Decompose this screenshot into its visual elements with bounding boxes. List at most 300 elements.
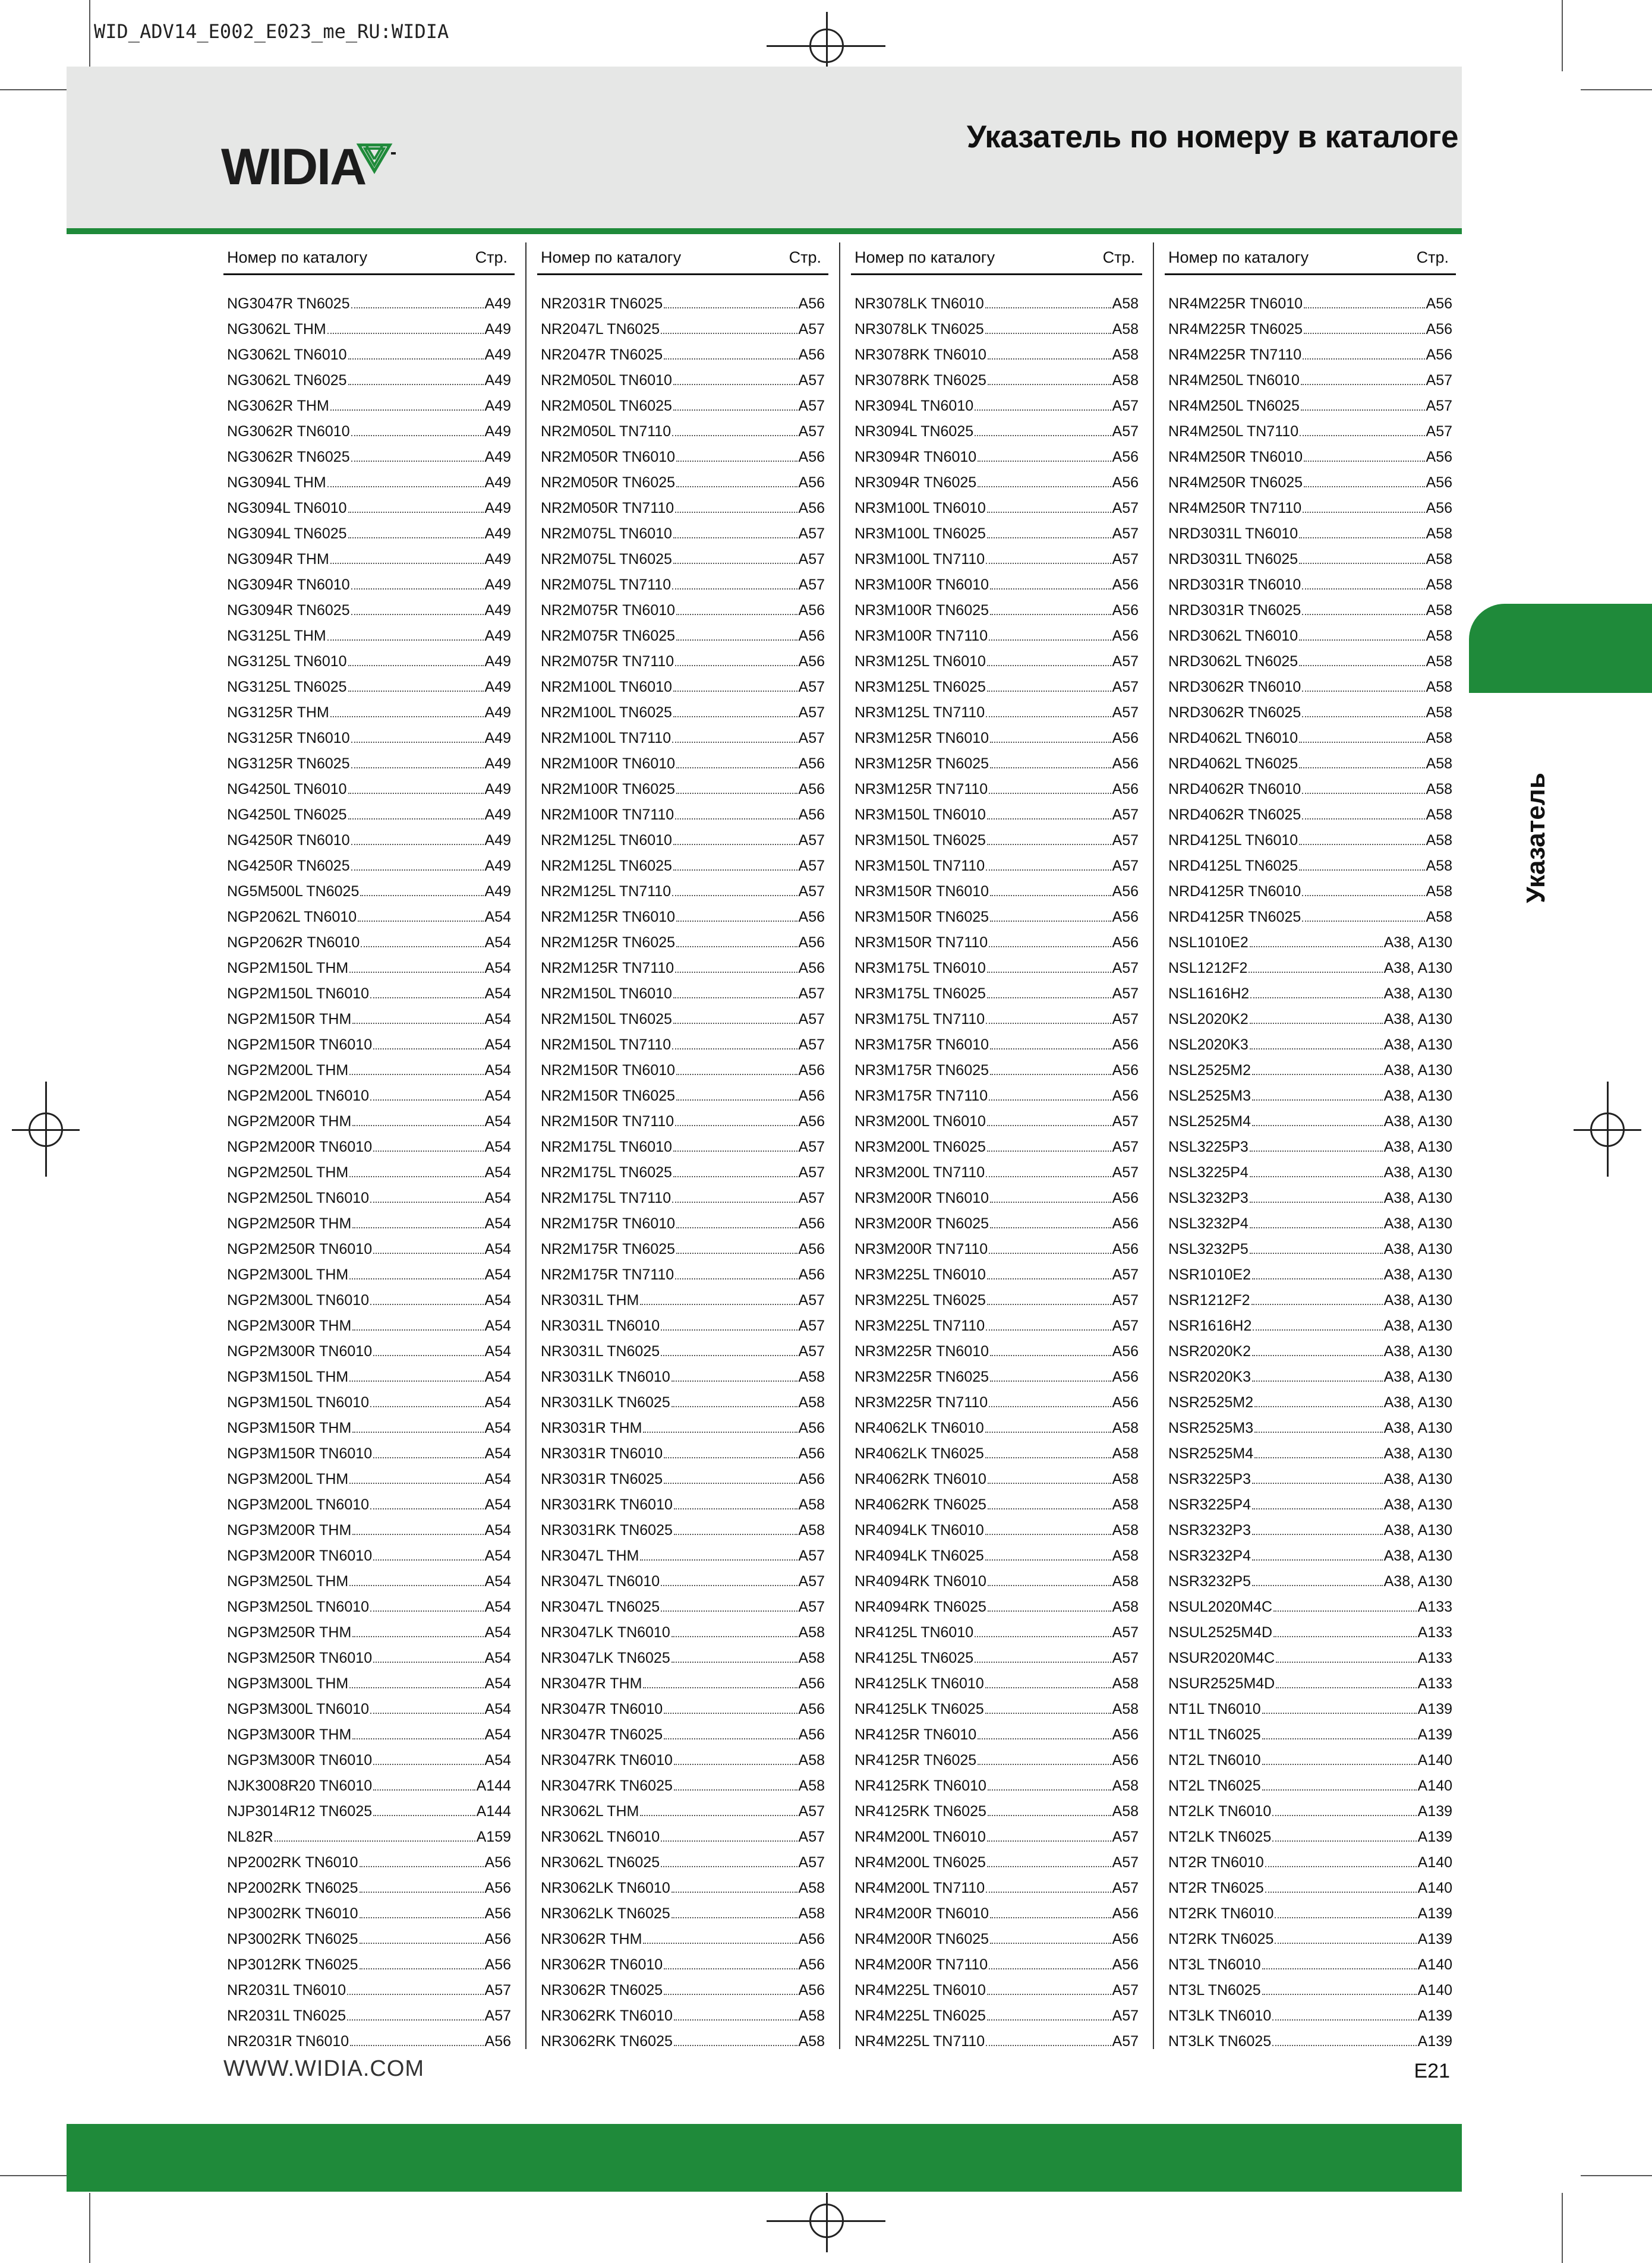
dot-leader (671, 1916, 797, 1918)
page-reference: A57 (484, 1982, 511, 1999)
crop-mark (1581, 89, 1652, 90)
page-reference: A57 (1112, 525, 1139, 542)
catalog-number: NGP3M200L THM (227, 1471, 349, 1487)
dot-leader (1252, 1533, 1383, 1535)
page-reference: A56 (798, 449, 825, 465)
page-reference: A49 (484, 679, 511, 695)
catalog-number: NGP2062R TN6010 (227, 934, 360, 951)
catalog-number: NR2M100L TN6025 (541, 704, 672, 721)
index-row (851, 1624, 1142, 1650)
page-reference: A49 (484, 398, 511, 414)
page-reference: A56 (798, 1266, 825, 1283)
catalog-number: NGP3M150L THM (227, 1369, 349, 1385)
logo-wordmark: WIDIA (221, 138, 366, 196)
catalog-number: NR2M125L TN7110 (541, 883, 671, 900)
catalog-number: NR3M225L TN6010 (855, 1266, 986, 1283)
page-reference: A54 (484, 1726, 511, 1743)
dot-leader (348, 817, 484, 820)
index-row (1165, 1011, 1456, 1036)
dot-leader (360, 1916, 484, 1918)
page-reference: A57 (798, 730, 825, 746)
dot-leader (988, 1814, 1111, 1816)
index-row (223, 883, 515, 909)
catalog-number: NP3002RK TN6010 (227, 1905, 358, 1922)
index-row (851, 1522, 1142, 1547)
index-row (223, 525, 515, 551)
index-row (851, 781, 1142, 806)
page-reference: A54 (484, 1088, 511, 1104)
dot-leader (351, 843, 484, 845)
catalog-number: NR3M225R TN6025 (855, 1369, 989, 1385)
catalog-number: NR4M200R TN6010 (855, 1905, 989, 1922)
index-row (851, 730, 1142, 755)
catalog-number: NR3031RK TN6025 (541, 1522, 673, 1539)
dot-leader (672, 434, 797, 436)
page-reference: A140 (1417, 1752, 1452, 1769)
catalog-number: NR2M050R TN6010 (541, 449, 676, 465)
page-reference: A56 (798, 1982, 825, 1999)
dot-leader (349, 1584, 483, 1586)
index-row (223, 985, 515, 1011)
page-reference: A54 (484, 934, 511, 951)
dot-leader (1272, 1814, 1416, 1816)
index-row (1165, 1777, 1456, 1803)
page-reference: A57 (1112, 398, 1139, 414)
catalog-number: NSR3225P4 (1168, 1496, 1251, 1513)
page-reference: A57 (1112, 1854, 1139, 1871)
catalog-number: NR4M200L TN7110 (855, 1880, 985, 1896)
index-row (851, 1394, 1142, 1420)
page-reference: A56 (798, 1088, 825, 1104)
index-row (537, 1343, 828, 1369)
dot-leader (978, 485, 1111, 487)
index-row (537, 346, 828, 372)
dot-leader (1250, 996, 1382, 998)
catalog-number: NR2M175R TN6010 (541, 1215, 676, 1232)
dot-leader (975, 408, 1111, 411)
dot-leader (987, 1149, 1111, 1152)
index-row (537, 295, 828, 321)
page-reference: A58 (1426, 576, 1452, 593)
catalog-number: NL82R (227, 1829, 273, 1845)
catalog-number: NSL2020K2 (1168, 1011, 1249, 1028)
dot-leader (640, 1303, 797, 1305)
page-reference: A57 (798, 525, 825, 542)
index-row (1165, 1675, 1456, 1701)
catalog-number: NR3031L THM (541, 1292, 639, 1309)
page-reference: A58 (1112, 1471, 1139, 1487)
page-reference: A56 (1426, 449, 1452, 465)
page-reference: A139 (1417, 2033, 1452, 2050)
dot-leader (986, 1328, 1111, 1331)
index-row (851, 1215, 1142, 1241)
index-row (537, 1829, 828, 1854)
index-row (851, 1139, 1142, 1164)
index-row (223, 1547, 515, 1573)
dot-leader (986, 2044, 1111, 2046)
dot-leader (373, 1456, 483, 1458)
dot-leader (352, 1124, 483, 1126)
catalog-number: NR3M225R TN7110 (855, 1394, 988, 1411)
page-reference: A57 (1112, 985, 1139, 1002)
catalog-number: NR3M150L TN7110 (855, 858, 985, 874)
page-reference: A56 (484, 1905, 511, 1922)
catalog-number: NP2002RK TN6010 (227, 1854, 358, 1871)
catalog-number: NGP3M300R TN6010 (227, 1752, 373, 1769)
index-row (1165, 1931, 1456, 1956)
catalog-number: NT2L TN6010 (1168, 1752, 1261, 1769)
index-row (1165, 653, 1456, 679)
page-reference: A38, A130 (1383, 1190, 1452, 1206)
dot-leader (989, 638, 1111, 641)
index-row (223, 1650, 515, 1675)
dot-leader (1262, 1712, 1417, 1714)
page-reference: A58 (1426, 832, 1452, 849)
catalog-number: NR2M100R TN7110 (541, 806, 674, 823)
page-reference: A57 (1426, 423, 1452, 440)
index-row (223, 1854, 515, 1880)
catalog-number: NGP2M250L TN6010 (227, 1190, 370, 1206)
catalog-number: NR2M150R TN7110 (541, 1113, 674, 1130)
index-row (1165, 1726, 1456, 1752)
catalog-number: NR4094RK TN6010 (855, 1573, 986, 1590)
page-reference: A54 (484, 1113, 511, 1130)
index-row (223, 602, 515, 628)
page-reference: A38, A130 (1383, 1547, 1452, 1564)
dot-leader (987, 1303, 1111, 1305)
page-reference: A54 (484, 909, 511, 925)
dot-leader (1252, 1354, 1383, 1356)
dot-leader (327, 332, 484, 334)
dot-leader (987, 1277, 1111, 1279)
catalog-number: NR3M200R TN7110 (855, 1241, 988, 1257)
index-row (223, 295, 515, 321)
page-reference: A56 (1112, 1343, 1139, 1360)
dot-leader (350, 2044, 483, 2046)
dot-leader (352, 1022, 483, 1024)
catalog-number: NR3M175L TN6010 (855, 960, 986, 976)
catalog-number: NSUL2020M4C (1168, 1599, 1273, 1615)
dot-leader (1302, 817, 1424, 820)
catalog-number: NG4250R TN6025 (227, 858, 350, 874)
catalog-number: NR3M200R TN6010 (855, 1190, 989, 1206)
catalog-number: NR2M075R TN7110 (541, 653, 674, 670)
catalog-number: NT2R TN6010 (1168, 1854, 1264, 1871)
dot-leader (360, 1941, 484, 1944)
index-row (223, 1088, 515, 1113)
index-row (537, 832, 828, 858)
index-row (851, 1062, 1142, 1088)
catalog-number: NGP2M300R THM (227, 1318, 352, 1334)
page-reference: A54 (484, 1215, 511, 1232)
index-row (223, 1905, 515, 1931)
page-reference: A139 (1417, 1829, 1452, 1845)
index-row (223, 1036, 515, 1062)
section-tab (1469, 604, 1652, 693)
page-reference: A56 (1112, 1215, 1139, 1232)
page-reference: A140 (1417, 1880, 1452, 1896)
crop-mark (1562, 0, 1563, 71)
dot-leader (673, 383, 797, 385)
catalog-number: NR3078LK TN6025 (855, 321, 984, 338)
crop-mark (0, 2175, 71, 2176)
page-reference: A56 (798, 909, 825, 925)
index-row (537, 985, 828, 1011)
index-row (537, 909, 828, 934)
index-row (223, 704, 515, 730)
dot-leader (1250, 1175, 1383, 1177)
catalog-number: NR4062LK TN6025 (855, 1445, 984, 1462)
catalog-number: NR4125R TN6010 (855, 1726, 977, 1743)
dot-leader (358, 919, 483, 922)
dot-leader (975, 434, 1111, 436)
dot-leader (990, 1073, 1111, 1075)
dot-leader (1304, 485, 1424, 487)
index-row (537, 1215, 828, 1241)
page-reference: A58 (1426, 730, 1452, 746)
dot-leader (987, 1124, 1111, 1126)
catalog-number: NG4250L TN6010 (227, 781, 347, 798)
page-title: Указатель по номеру в каталоге (966, 119, 1458, 155)
dot-leader (1272, 2044, 1416, 2046)
page-reference: A58 (1426, 551, 1452, 568)
index-row (851, 960, 1142, 985)
catalog-number: NGP3M250R THM (227, 1624, 352, 1641)
crop-mark (1562, 2193, 1563, 2263)
dot-leader (1272, 2018, 1416, 2021)
dot-leader (1299, 536, 1424, 538)
index-row (537, 704, 828, 730)
page-reference: A54 (484, 1318, 511, 1334)
index-row (851, 1650, 1142, 1675)
page-reference: A38, A130 (1383, 1088, 1452, 1104)
index-row (851, 295, 1142, 321)
index-row (223, 960, 515, 985)
page-reference: A38, A130 (1383, 1113, 1452, 1130)
catalog-number: NJK3008R20 TN6010 (227, 1777, 373, 1794)
catalog-number: NJP3014R12 TN6025 (227, 1803, 373, 1820)
page-reference: A57 (798, 423, 825, 440)
catalog-number: NR2M150R TN6025 (541, 1088, 676, 1104)
catalog-number: NRD3031L TN6025 (1168, 551, 1298, 568)
catalog-number: NSL3232P3 (1168, 1190, 1249, 1206)
page-reference: A140 (1417, 1777, 1452, 1794)
page-reference: A139 (1417, 1905, 1452, 1922)
catalog-number: NR4M250R TN6010 (1168, 449, 1303, 465)
dot-leader (676, 459, 797, 462)
catalog-number: NR3M100R TN7110 (855, 628, 988, 644)
index-row (851, 1701, 1142, 1726)
dot-leader (1302, 613, 1424, 615)
index-row (1165, 730, 1456, 755)
index-row (851, 321, 1142, 346)
page-reference: A57 (1112, 1292, 1139, 1309)
index-row (1165, 1471, 1456, 1496)
dot-leader (978, 1737, 1111, 1739)
dot-leader (373, 1763, 483, 1765)
index-row (537, 1088, 828, 1113)
dot-leader (1273, 1635, 1417, 1637)
index-row (851, 985, 1142, 1011)
catalog-number: NSR2525M4 (1168, 1445, 1254, 1462)
catalog-number: NR2M050L TN7110 (541, 423, 671, 440)
index-row (537, 551, 828, 576)
dot-leader (348, 664, 484, 666)
page-reference: A38, A130 (1383, 1164, 1452, 1181)
page-reference: A58 (1426, 704, 1452, 721)
dot-leader (985, 306, 1111, 308)
index-row (223, 730, 515, 755)
index-row (223, 1318, 515, 1343)
catalog-number: NR3M175L TN7110 (855, 1011, 985, 1028)
column-rows (537, 295, 828, 2059)
page-reference: A54 (484, 1241, 511, 1257)
page-reference: A49 (484, 730, 511, 746)
dot-leader (676, 792, 797, 794)
page-reference: A54 (484, 1011, 511, 1028)
dot-leader (348, 689, 484, 692)
index-row (537, 934, 828, 960)
index-row (851, 1369, 1142, 1394)
index-row (537, 1726, 828, 1752)
index-row (537, 2033, 828, 2059)
page-reference: A57 (1112, 653, 1139, 670)
dot-leader (370, 1507, 483, 1509)
page-reference: A38, A130 (1383, 1445, 1452, 1462)
dot-leader (351, 434, 484, 436)
dot-leader (1251, 1303, 1383, 1305)
dot-leader (1301, 408, 1425, 411)
dot-leader (330, 562, 484, 564)
index-row (537, 628, 828, 653)
page-reference: A56 (1112, 909, 1139, 925)
catalog-number: NG4250R TN6010 (227, 832, 350, 849)
dot-leader (370, 1303, 483, 1305)
dot-leader (987, 970, 1111, 973)
dot-leader (661, 1865, 797, 1867)
index-row (537, 1624, 828, 1650)
dot-leader (1252, 1558, 1383, 1561)
catalog-number: NT2LK TN6010 (1168, 1803, 1272, 1820)
dot-leader (1262, 1737, 1417, 1739)
catalog-number: NRD3062R TN6025 (1168, 704, 1301, 721)
index-row (1165, 1547, 1456, 1573)
catalog-number: NGP2M200R TN6010 (227, 1139, 373, 1155)
index-row (537, 1369, 828, 1394)
page-reference: A38, A130 (1383, 985, 1452, 1002)
dot-leader (674, 1788, 797, 1791)
index-row (1165, 1650, 1456, 1675)
catalog-number: NG3047R TN6025 (227, 295, 350, 312)
dot-leader (990, 1200, 1111, 1203)
dot-leader (673, 1175, 797, 1177)
index-row (1165, 781, 1456, 806)
page-reference: A49 (484, 551, 511, 568)
dot-leader (987, 664, 1111, 666)
page-reference: A54 (484, 985, 511, 1002)
catalog-number: NR4125LK TN6010 (855, 1675, 984, 1692)
catalog-number: NR3062LK TN6025 (541, 1905, 670, 1922)
dot-leader (986, 562, 1111, 564)
index-row (851, 1675, 1142, 1701)
index-row (851, 1982, 1142, 2007)
dot-leader (676, 1073, 797, 1075)
page-reference: A57 (1112, 1139, 1139, 1155)
dot-leader (673, 562, 797, 564)
catalog-number: NR3M150R TN7110 (855, 934, 988, 951)
dot-leader (975, 1635, 1111, 1637)
index-row (223, 1624, 515, 1650)
dot-leader (643, 1430, 797, 1433)
catalog-number: NR4M200R TN6025 (855, 1931, 989, 1947)
catalog-number: NR3078LK TN6010 (855, 295, 984, 312)
catalog-number: NSR1010E2 (1168, 1266, 1251, 1283)
index-row (851, 1573, 1142, 1599)
index-row (1165, 1854, 1456, 1880)
dot-leader (1302, 689, 1424, 692)
page-reference: A54 (484, 1599, 511, 1615)
column-divider (1153, 242, 1154, 2049)
catalog-number: NR4M250R TN6025 (1168, 474, 1303, 491)
page-reference: A38, A130 (1383, 960, 1452, 976)
page-reference: A54 (484, 1701, 511, 1717)
page-reference: A57 (798, 1547, 825, 1564)
index-row (537, 1675, 828, 1701)
dot-leader (352, 1430, 483, 1433)
catalog-number: NSR2525M2 (1168, 1394, 1254, 1411)
index-row (851, 1803, 1142, 1829)
dot-leader (990, 1047, 1111, 1049)
index-row (223, 2033, 515, 2059)
page-reference: A57 (1112, 806, 1139, 823)
page-reference: A58 (1426, 525, 1452, 542)
page-reference: A57 (798, 704, 825, 721)
index-row (851, 679, 1142, 704)
section-tab-label: Указатель (1521, 773, 1550, 903)
dot-leader (989, 1098, 1111, 1101)
catalog-number: NR3094R TN6010 (855, 449, 977, 465)
dot-leader (330, 715, 484, 717)
index-row (1165, 1880, 1456, 1905)
page-reference: A56 (798, 1701, 825, 1717)
page-reference: A58 (1112, 1777, 1139, 1794)
dot-leader (986, 1022, 1111, 1024)
index-column-2 (537, 242, 828, 2059)
index-row (851, 1190, 1142, 1215)
page-reference: A56 (798, 295, 825, 312)
index-row (851, 2033, 1142, 2059)
page-reference: A58 (1112, 1599, 1139, 1615)
catalog-number: NT2L TN6025 (1168, 1777, 1261, 1794)
catalog-number: NP2002RK TN6025 (227, 1880, 358, 1896)
page-reference: A54 (484, 1624, 511, 1641)
dot-leader (674, 2018, 797, 2021)
index-row (1165, 295, 1456, 321)
dot-leader (990, 740, 1111, 743)
catalog-number: NR4125L TN6010 (855, 1624, 974, 1641)
page-reference: A49 (484, 372, 511, 389)
index-row (223, 1752, 515, 1777)
dot-leader (990, 613, 1111, 615)
index-row (851, 704, 1142, 730)
column-rows (1165, 295, 1456, 2059)
dot-leader (1275, 1941, 1416, 1944)
index-row (223, 858, 515, 883)
page-reference: A38, A130 (1383, 1573, 1452, 1590)
dot-leader (349, 1686, 483, 1688)
page-reference: A56 (1112, 1369, 1139, 1385)
index-row (537, 1113, 828, 1139)
